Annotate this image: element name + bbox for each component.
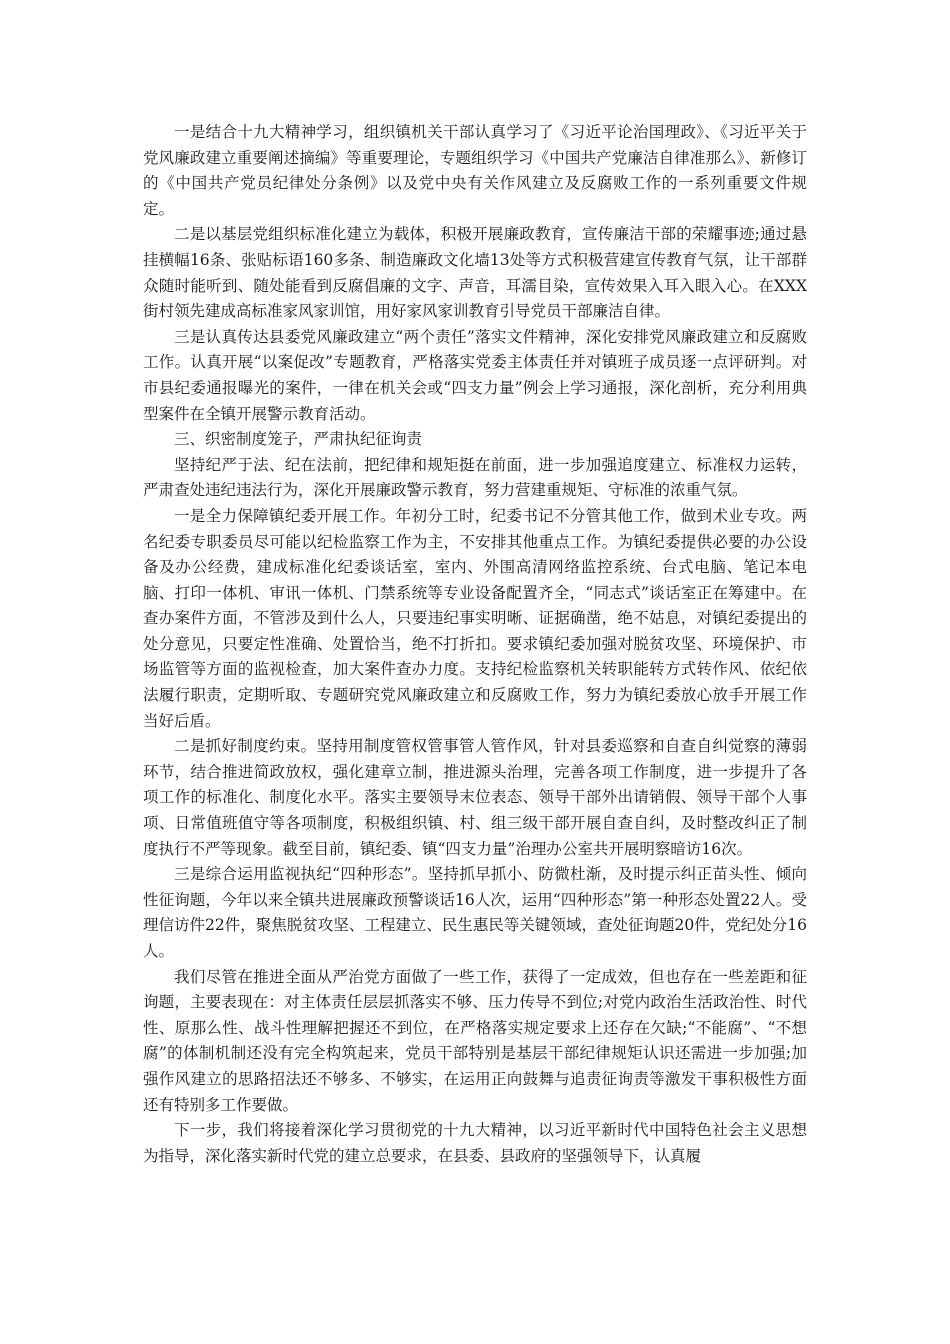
paragraph: 二是抓好制度约束。坚持用制度管权管事管人管作风，针对县委巡察和自查自纠觉察的薄弱环节，结合推进简政放权，强化建章立制，推进源头治理，完善各项工作制度，进一步提升了各项工作的标准化、制度化水平。落实主要领导末位表态、领导干部外出请销假、领导干部个人事项、日常值班值守等各项制度，积极组织镇、村、组三级干部开展自查自纠，及时整改纠正了制度执行不严等现象。截至目前，镇纪委、镇“四支力量”治理办公室共开展明察暗访16次。 [143, 737, 807, 858]
paragraph: 三是综合运用监视执纪“四种形态”。坚持抓早抓小、防微杜渐，及时提示纠正苗头性、倾向性征询题，今年以来全镇共进展廉政预警谈话16人次，运用“四种形态”第一种形态处置22人。受理信访件22件，聚焦脱贫攻坚、工程建立、民生惠民等关键领域，查处征询题20件，党纪处分16人。 [143, 865, 807, 960]
document-body [143, 120, 807, 1169]
paragraph: 一是全力保障镇纪委开展工作。年初分工时，纪委书记不分管其他工作，做到术业专攻。两名纪委专职委员尽可能以纪检监察工作为主，不安排其他重点工作。为镇纪委提供必要的办公设备及办公经费，建成标准化纪委谈话室，室内、外围高清网络监控系统、台式电脑、笔记本电脑、打印一体机、审讯一体机、门禁系统等专业设备配置齐全，“同志式”谈话室正在筹建中。在查办案件方面，不管涉及到什么人，只要违纪事实明晰、证据确凿，绝不姑息，对镇纪委提出的处分意见，只要定性准确、处置恰当，绝不打折扣。要求镇纪委加强对脱贫攻坚、环境保护、市场监管等方面的监视检查，加大案件查办力度。支持纪检监察机关转职能转方式转作风、依纪依法履行职责，定期听取、专题研究党风廉政建立和反腐败工作，努力为镇纪委放心放手开展工作当好后盾。 [143, 506, 807, 730]
section-heading: 三、织密制度笼子，严肃执纪征询责 [174, 430, 423, 449]
paragraph: 下一步，我们将接着深化学习贯彻党的十九大精神，以习近平新时代中国特色社会主义思想为指导，深化落实新时代党的建立总要求，在县委、县政府的坚强领导下，认真履 [143, 1121, 807, 1165]
paragraph: 一是结合十九大精神学习，组织镇机关干部认真学习了《习近平论治国理政》、《习近平关于党风廉政建立重要阐述摘编》等重要理论，专题组织学习《中国共产党廉洁自律准那么》、新修订的《中国共产党员纪律处分条例》以及党中央有关作风建立及反腐败工作的一系列重要文件规定。 [143, 123, 807, 218]
paragraph: 我们尽管在推进全面从严治党方面做了一些工作，获得了一定成效，但也存在一些差距和征询题，主要表现在：对主体责任层层抓落实不够、压力传导不到位;对党内政治生活政治性、时代性、原那么性、战斗性理解把握还不到位，在严格落实规定要求上还存在欠缺;“不能腐”、“不想腐”的体制机制还没有完全构筑起来，党员干部特别是基层干部纪律规矩认识还需进一步加强;加强作风建立的思路招法还不够多、不够实，在运用正向鼓舞与追责征询责等激发干事积极性方面还有特别多工作要做。 [143, 967, 807, 1114]
paragraph: 二是以基层党组织标准化建立为载体，积极开展廉政教育，宣传廉洁干部的荣耀事迹;通过悬挂横幅16条、张贴标语160多条、制造廉政文化墙13处等方式积极营建宣传教育气氛，让干部群众随时能听到、随处能看到反腐倡廉的文字、声音，耳濡目染，宣传效果入耳入眼入心。在XXX街村领先建成高标准家风家训馆，用好家风家训教育引导党员干部廉洁自律。 [143, 225, 807, 321]
paragraph: 三是认真传达县委党风廉政建立“两个责任”落实文件精神，深化安排党风廉政建立和反腐败工作。认真开展“以案促改”专题教育，严格落实党委主体责任并对镇班子成员逐一点评研判。对市县纪委通报曝光的案件，一律在机关会或“四支力量”例会上学习通报，深化剖析，充分利用典型案件在全镇开展警示教育活动。 [143, 327, 807, 423]
paragraph: 坚持纪严于法、纪在法前，把纪律和规矩挺在前面，进一步加强追度建立、标准权力运转，严肃查处违纪违法行为，深化开展廉政警示教育，努力营建重规矩、守标准的浓重气氛。 [143, 455, 807, 500]
